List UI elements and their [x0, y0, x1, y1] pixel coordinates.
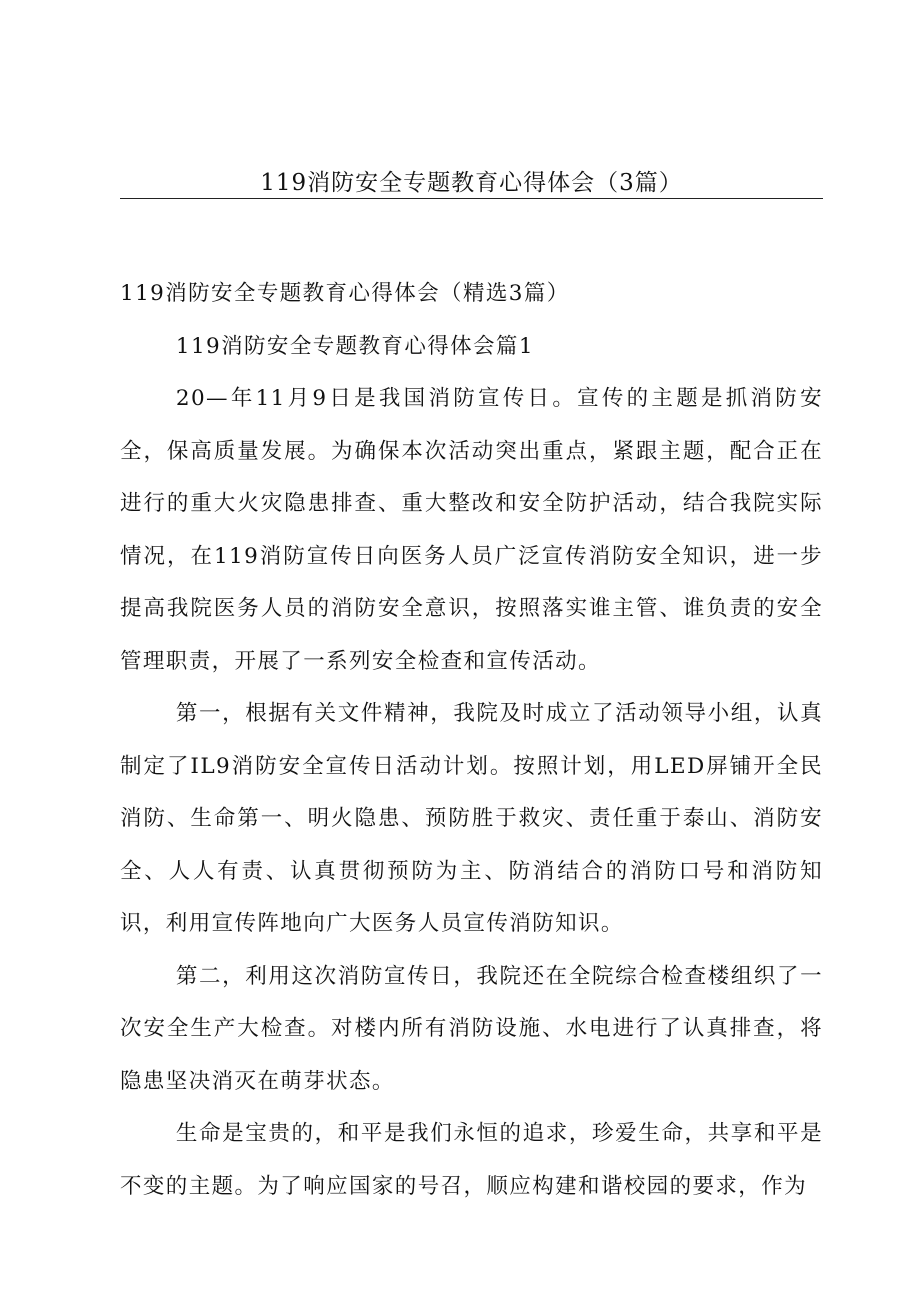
paragraph: 20—年11月9日是我国消防宣传日。宣传的主题是抓消防安全，保高质量发展。为确保本次活动突出重点，紧跟主题，配合正在进行的重大火灾隐患排查、重大整改和安全防护活动，结合我院实际情况，在119消防宣传日向医务人员广泛宣传消防安全知识，进一步提高我院医务人员的消防安全意识，按照落实谁主管、谁负责的安全管理职责，开展了一系列安全检查和宣传活动。 — [120, 386, 823, 674]
document-subtitle: 119消防安全专题教育心得体会（精选3篇） — [120, 281, 570, 306]
paragraph: 生命是宝贵的，和平是我们永恒的追求，珍爱生命，共享和平是不变的主题。为了响应国家的号召，顺应构建和谐校园的要求，作为 — [120, 1121, 823, 1199]
title-divider — [120, 198, 823, 199]
paragraph: 第二，利用这次消防宣传日，我院还在全院综合检查楼组织了一次安全生产大检查。对楼内所有消防设施、水电进行了认真排查，将隐患坚决消灭在萌芽状态。 — [120, 963, 823, 1094]
paragraph: 第一，根据有关文件精神，我院及时成立了活动领导小组，认真制定了IL9消防安全宣传日活动计划。按照计划，用LED屏铺开全民消防、生命第一、明火隐患、预防胜于救灾、责任重于泰山、消防安全、人人有责、认真贯彻预防为主、防消结合的消防口号和消防知识，利用宣传阵地向广大医务人员宣传消防知识。 — [120, 701, 823, 936]
section-heading: 119消防安全专题教育心得体会篇1 — [175, 333, 534, 359]
document-title: 119消防安全专题教育心得体会（3篇） — [260, 170, 683, 196]
document-body — [120, 268, 823, 1213]
